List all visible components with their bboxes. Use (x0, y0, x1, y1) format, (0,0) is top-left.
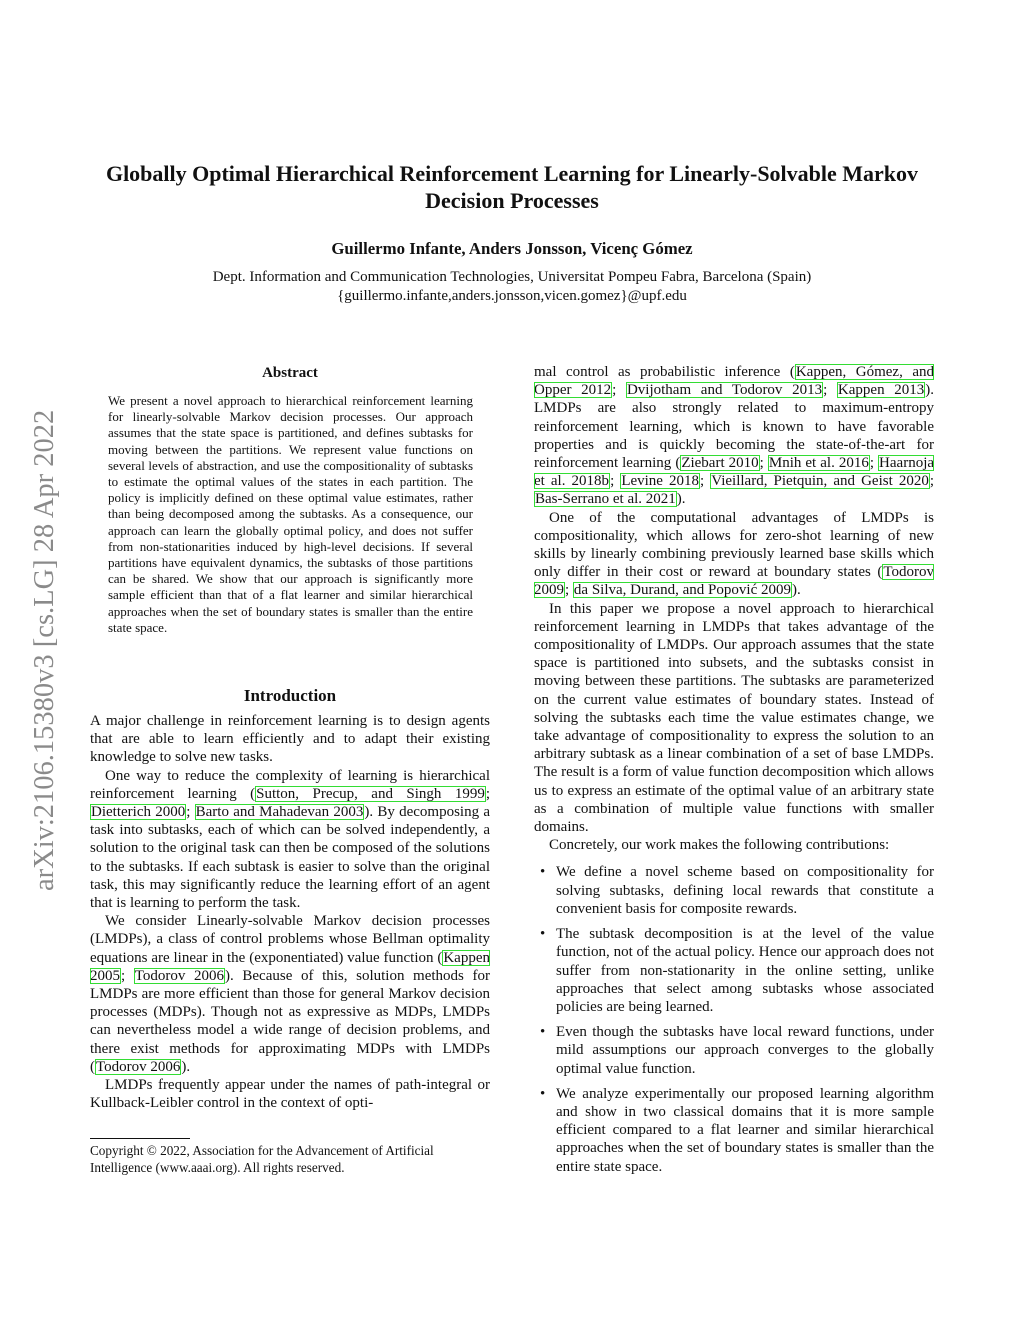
text: ). By decomposing a task into subtasks, each of which can be solved independently, a solution to the original task can then be composed of the solutions to the subtasks. If each subtask is easier to solve than the original task, this may significantly reduce the learning effort of an agent that is learning to perform the task. (90, 804, 490, 912)
citation-link[interactable]: Kappen, Gómez, and Opper 2012 (534, 364, 935, 399)
text: ; (700, 473, 711, 490)
citation-link[interactable]: Dvijotham and Todorov 2013 (626, 382, 823, 399)
citation-link[interactable]: Mnih et al. 2016 (768, 455, 869, 472)
right-paragraph-1 (534, 363, 934, 509)
text: ; (869, 455, 879, 472)
text: ). (676, 491, 686, 508)
text: mal control as probabilistic inference ( (534, 364, 795, 380)
citation-link[interactable]: da Silva, Durand, and Popović 2009 (573, 582, 791, 599)
text: ). Because of this, solution methods for LMDPs are more efficient than those for general Markov decision processes (MDPs). Though not as expressive as MDPs, LMDPs can nevertheless model a wide range of decision problems, and there exist methods for approximating MDPs with LMDPs ( (90, 967, 490, 1075)
intro-paragraph-4: LMDPs frequently appear under the names of path-integral or Kullback-Leibler control in the context of opti- (90, 1077, 490, 1112)
text: ). LMDPs are also strongly related to maximum-entropy reinforcement learning, which is known to have favorable properties and is quickly becoming the state-of-the-art for reinforcement learning ( (534, 382, 934, 472)
right-paragraph-3: In this paper we propose a novel approach to hierarchical reinforcement learning in LMDPs that takes advantage of the compositionality of LMDPs. Our approach assumes that the state space is partitioned into subsets, and the subtasks consist in moving between these partitions. The subtasks are parameterized on the current value estimates of boundary states. Instead of solving the subtasks each time the value estimates change, we take advantage of compositionality to express the solution to an arbitrary subtask as a linear combination of a set of base LMDPs. The result is a form of value function decomposition which allows us to express an estimate of the optimal value of an arbitrary state as a combination of multiple value functions with smaller domains. (534, 600, 934, 836)
text: ; (565, 582, 573, 599)
list-item-text: We analyze experimentally our proposed learning algorithm and show in two classical domains that it is more sample efficient compared to a flat learner and similar hierarchical approaches when the set of boundary states is smaller than the entire state space. (556, 1085, 934, 1175)
affiliation: Dept. Information and Communication Technologies, Universitat Pompeu Fabra, Barcelona (Spain) (212, 269, 812, 285)
right-column-body (534, 363, 934, 1183)
text: ). (791, 582, 801, 599)
bullet-icon: • (540, 926, 546, 943)
affiliation-block (100, 268, 924, 306)
abstract-heading: Abstract (262, 365, 318, 381)
citation-link[interactable]: Todorov 2009 (534, 564, 934, 599)
citation-link[interactable]: Ziebart 2010 (681, 455, 759, 472)
text: ; (121, 967, 134, 984)
citation-link[interactable]: Todorov 2006 (134, 967, 225, 984)
introduction-body (90, 712, 490, 1112)
text: ; (929, 473, 935, 490)
citation-link[interactable]: Bas-Serrano et al. 2021 (535, 491, 676, 508)
right-paragraph-4: Concretely, our work makes the following contributions: (549, 837, 890, 854)
bullet-icon: • (540, 1085, 546, 1102)
text: ; (759, 455, 768, 472)
list-item (534, 1023, 934, 1078)
citation-link[interactable]: Kappen 2013 (837, 382, 925, 399)
text: ). (181, 1058, 191, 1075)
abstract-text: We present a novel approach to hierarchical reinforcement learning for linearly-solvable Markov decision processes. Our approach assumes that the state space is partitioned, and defines subtasks for moving between the partitions. We represent value functions on several levels of abstraction, and use the compositionality of subtasks to estimate the optimal values of the states in each partition. The policy is implicitly defined on these optimal value estimates, rather than being decomposed among the subtasks. As a consequence, our approach can learn the globally optimal policy, and does not suffer from non-stationarities induced by high-level decisions. If several partitions have equivalent dynamics, the subtasks of those partitions can be shared. We show that our approach is significantly more sample efficient than that of a flat learner and similar hierarchical approaches when the set of boundary states is smaller than the entire state space. (108, 393, 473, 635)
list-item-text: We define a novel scheme based on compositionality for solving subtasks, defining local rewards that constitute a convenient basis for composite rewards. (556, 864, 934, 917)
text: One way to reduce the complexity of learning is hierarchical reinforcement learning ( (90, 767, 490, 802)
right-paragraph-2 (534, 509, 934, 600)
list-item-text: The subtask decomposition is at the level of the value function, not of the actual policy. Hence our approach does not suffer from non-stationarity in the online setting, unlike approaches that select among subtasks whose associated policies are being learned. (556, 926, 934, 1015)
citation-link[interactable]: Kappen 2005 (90, 949, 490, 984)
intro-paragraph-3 (90, 912, 490, 1076)
citation-link[interactable]: Dietterich 2000 (91, 804, 186, 821)
list-item-text: Even though the subtasks have local reward functions, under mild assumptions our approach converges to the globally optimal value function. (556, 1024, 934, 1077)
list-item (534, 1085, 934, 1176)
citation-link[interactable]: Haarnoja et al. 2018b (534, 455, 935, 490)
text: We consider Linearly-solvable Markov decision processes (LMDPs), a class of control problems whose Bellman optimality equations are linear in the (exponentiated) value function ( (90, 913, 490, 966)
intro-paragraph-1: A major challenge in reinforcement learning is to design agents that are able to learn efficiently and to adapt their existing knowledge to solve new tasks. (90, 713, 490, 766)
author-list: Guillermo Infante, Anders Jonsson, Vicenç Gómez (331, 239, 693, 258)
text: ; (186, 804, 195, 821)
citation-link[interactable]: Vieillard, Pietquin, and Geist 2020 (711, 473, 929, 490)
citation-link[interactable]: Sutton, Precup, and Singh 1999 (256, 785, 485, 802)
arxiv-identifier: arXiv:2106.15380v3 [cs.LG] 28 Apr 2022 (29, 409, 60, 891)
contributions-list (534, 863, 934, 1175)
intro-paragraph-2 (90, 767, 490, 913)
author-emails: {guillermo.infante,anders.jonsson,vicen.gomez}@upf.edu (337, 288, 687, 304)
introduction-heading: Introduction (243, 686, 337, 705)
bullet-icon: • (540, 864, 546, 881)
abstract-body (108, 393, 473, 636)
list-item (534, 925, 934, 1016)
bullet-icon: • (540, 1024, 546, 1041)
text: ; (612, 382, 626, 399)
footnote-divider (90, 1138, 190, 1139)
citation-link[interactable]: Barto and Mahadevan 2003 (195, 804, 364, 821)
citation-link[interactable]: Todorov 2006 (96, 1058, 181, 1075)
text: One of the computational advantages of LMDPs is compositionality, which allows for zero-shot learning of new skills by linearly combining previously learned base skills which only differ in their cost or reward at boundary states ( (534, 509, 934, 581)
paper-title: Globally Optimal Hierarchical Reinforcement Learning for Linearly-Solvable Markov Decision Processes (105, 161, 919, 213)
list-item (534, 863, 934, 918)
text: ; (610, 473, 621, 490)
text: ; (485, 785, 491, 802)
copyright-footnote: Copyright © 2022, Association for the Advancement of Artificial Intelligence (www.aaai.org). All rights reserved. (90, 1143, 434, 1175)
citation-link[interactable]: Levine 2018 (621, 473, 700, 490)
text: ; (823, 382, 837, 399)
